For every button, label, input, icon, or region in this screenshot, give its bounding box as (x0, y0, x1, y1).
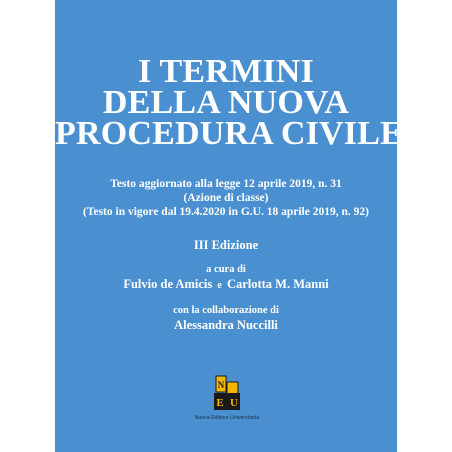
title-line-1: I TERMINI (138, 53, 314, 90)
collaboration-label: con la collaborazione di (173, 305, 279, 316)
svg-text:E: E (216, 397, 224, 409)
publisher-logo-icon (212, 374, 242, 414)
subtitle-line-3: (Testo in vigore dal 19.4.2020 in G.U. 18 aprile 2019, n. 92) (83, 206, 369, 218)
publisher-logo (188, 374, 266, 424)
title-line-3: PROCEDURA CIVILE (55, 115, 403, 152)
subtitle (55, 177, 397, 219)
book-title (55, 53, 403, 152)
subtitle-line-1: Testo aggiornato alla legge 12 aprile 2019, n. 31 (110, 178, 342, 190)
author-name: Fulvio de Amicis (123, 277, 213, 291)
title-line-2: DELLA NUOVA (102, 84, 350, 121)
svg-text:N: N (217, 380, 225, 390)
author-name: Carlotta M. Manni (226, 277, 329, 291)
curated-by-label: a cura di (206, 264, 246, 275)
subtitle-line-2: (Azione di classe) (183, 192, 269, 204)
svg-text:U: U (230, 397, 238, 409)
collaborator-name: Alessandra Nuccilli (174, 318, 278, 332)
authors (55, 277, 397, 292)
book-cover (55, 0, 403, 452)
publisher-name: Nuova Editrice Universitaria (194, 415, 260, 421)
edition-label: III Edizione (193, 238, 259, 252)
author-joiner: e (217, 280, 222, 291)
